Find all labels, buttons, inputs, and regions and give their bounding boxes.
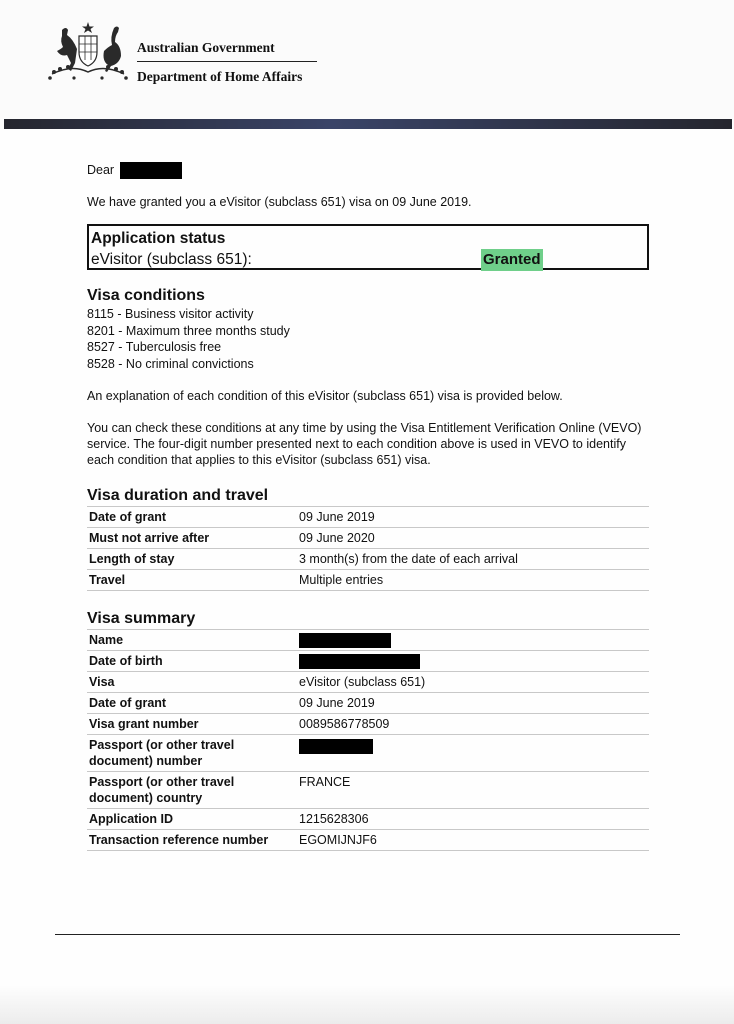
status-row (91, 249, 643, 271)
row-label: Travel (87, 570, 297, 591)
table-row (87, 549, 649, 570)
conditions-list (87, 306, 649, 372)
table-row (87, 809, 649, 830)
agency-name (137, 40, 317, 85)
redacted-value (299, 633, 391, 648)
table-row (87, 672, 649, 693)
row-value: 3 month(s) from the date of each arrival (297, 549, 649, 570)
footer-divider (55, 934, 680, 935)
row-value: 09 June 2020 (297, 528, 649, 549)
row-value (297, 630, 649, 651)
row-label: Passport (or other travel document) country (87, 772, 297, 809)
table-row (87, 772, 649, 809)
explanation-text: An explanation of each condition of this eVisitor (subclass 651) visa is provided below. (87, 389, 563, 403)
table-row (87, 528, 649, 549)
row-value: 09 June 2019 (297, 507, 649, 528)
row-label: Application ID (87, 809, 297, 830)
duration-title: Visa duration and travel (87, 487, 269, 504)
row-label: Visa (87, 672, 297, 693)
row-value: FRANCE (297, 772, 649, 809)
table-row (87, 735, 649, 772)
redacted-value (299, 739, 373, 754)
letterhead (0, 0, 734, 118)
salutation: Dear (87, 163, 115, 177)
condition-item: 8115 - Business visitor activity (87, 307, 254, 321)
table-row (87, 651, 649, 672)
summary-title: Visa summary (87, 610, 196, 627)
table-row (87, 570, 649, 591)
table-row (87, 693, 649, 714)
table-row (87, 830, 649, 851)
row-label: Visa grant number (87, 714, 297, 735)
row-value (297, 735, 649, 772)
org-line-government: Australian Government (137, 40, 317, 62)
conditions-title: Visa conditions (87, 287, 205, 304)
table-row (87, 630, 649, 651)
org-line-department: Department of Home Affairs (137, 69, 303, 84)
row-value: EGOMIJNJF6 (297, 830, 649, 851)
row-value: Multiple entries (297, 570, 649, 591)
status-title: Application status (91, 230, 226, 247)
row-label: Must not arrive after (87, 528, 297, 549)
row-label: Date of grant (87, 507, 297, 528)
row-label: Date of grant (87, 693, 297, 714)
vevo-text: You can check these conditions at any time by using the Visa Entitlement Verification Online (VEVO) service. The four-digit number presented next to each condition above is used in VEVO to identify each condition that applies to this eVisitor (subclass 651) visa. (87, 421, 642, 467)
row-value (297, 651, 649, 672)
letter-body (87, 160, 649, 851)
coat-of-arms-icon (44, 20, 132, 86)
table-row (87, 507, 649, 528)
condition-item: 8527 - Tuberculosis free (87, 340, 222, 354)
row-value: eVisitor (subclass 651) (297, 672, 649, 693)
row-value: 0089586778509 (297, 714, 649, 735)
row-value: 1215628306 (297, 809, 649, 830)
summary-table (87, 629, 649, 851)
condition-item: 8201 - Maximum three months study (87, 323, 290, 338)
duration-table (87, 506, 649, 591)
status-badge: Granted (481, 249, 543, 271)
row-label: Transaction reference number (87, 830, 297, 851)
intro-text: We have granted you a eVisitor (subclass 651) visa on 09 June 2019. (87, 195, 472, 209)
row-label: Name (87, 630, 297, 651)
condition-item: 8528 - No criminal convictions (87, 356, 254, 371)
status-visa: eVisitor (subclass 651): (91, 251, 252, 268)
header-band (4, 119, 732, 129)
redacted-name (120, 162, 182, 179)
table-row (87, 714, 649, 735)
application-status-box (87, 224, 649, 270)
row-value: 09 June 2019 (297, 693, 649, 714)
page-bottom-shadow (0, 985, 734, 1024)
row-label: Passport (or other travel document) number (87, 735, 297, 772)
row-label: Length of stay (87, 549, 297, 570)
salutation-line (87, 160, 649, 180)
row-label: Date of birth (87, 651, 297, 672)
redacted-value (299, 654, 420, 669)
